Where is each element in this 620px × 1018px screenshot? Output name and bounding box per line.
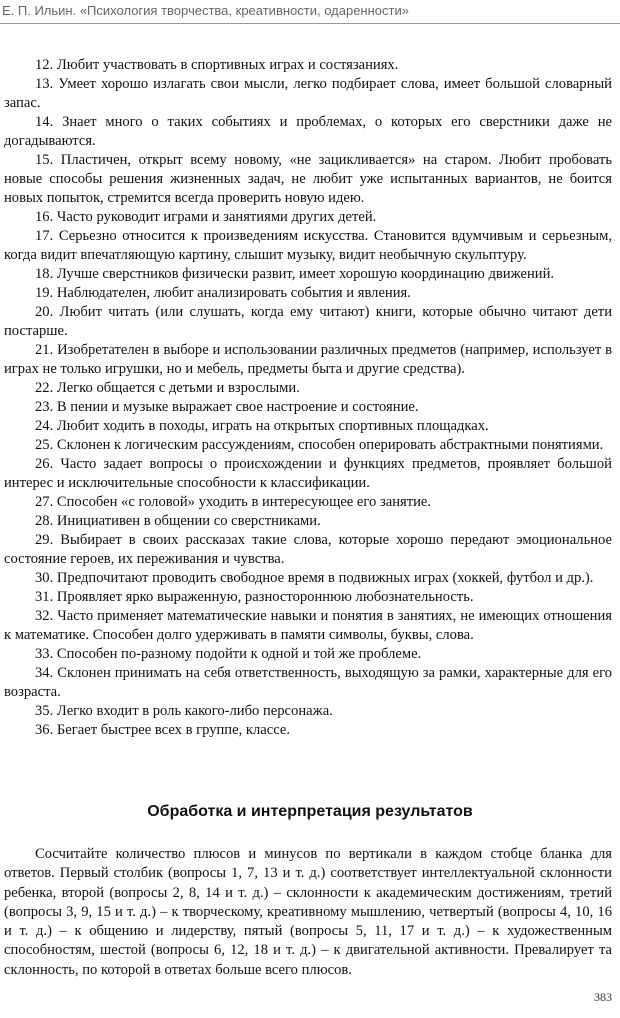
list-item: 32. Часто применяет математические навыки и понятия в занятиях, не имеющих отношения к математике. Способен долго удерживать в памяти символы, буквы, слова. [4,608,612,643]
list-item: 20. Любит читать (или слушать, когда ему читают) книги, которые обычно читают дети постарше. [4,304,612,339]
questionnaire-items [4,56,612,740]
list-item: 34. Склонен принимать на себя ответственность, выходящую за рамки, характерные для его возраста. [4,665,612,700]
list-item: 35. Легко входит в роль какого-либо персонажа. [35,703,333,719]
list-item: 29. Выбирает в своих рассказах такие слова, которые хорошо передают эмоциональное состояние героев, их переживания и чувства. [4,532,612,567]
page-number: 383 [594,990,612,1004]
list-item: 31. Проявляет ярко выраженную, разностороннюю любознательность. [35,589,474,605]
list-item: 26. Часто задает вопросы о происхождении и функциях предметов, проявляет большой интерес и исключительные способности к классификации. [4,456,612,491]
list-item: 28. Инициативен в общении со сверстниками. [35,513,321,529]
list-item: 17. Серьезно относится к произведениям искусства. Становится вдумчивым и серьезным, когда видит впечатляющую картину, слышит музыку, видит необычную скульптуру. [4,228,612,263]
list-item: 21. Изобретателен в выборе и использовании различных предметов (например, использует в играх не только игрушки, но и мебель, предметы быта и другие средства). [4,342,612,377]
list-item: 16. Часто руководит играми и занятиями других детей. [35,209,377,225]
list-item: 14. Знает много о таких событиях и проблемах, о которых его сверстники даже не догадываются. [4,114,612,149]
list-item: 23. В пении и музыке выражает свое настроение и состояние. [35,399,419,415]
running-head: Е. П. Ильин. «Психология творчества, креативности, одаренности» [2,3,409,18]
list-item: 19. Наблюдателен, любит анализировать события и явления. [35,285,411,301]
list-item: 30. Предпочитают проводить свободное время в подвижных играх (хоккей, футбол и др.). [35,570,594,586]
list-item: 18. Лучше сверстников физически развит, имеет хорошую координацию движений. [35,266,555,282]
list-item: 24. Любит ходить в походы, играть на открытых спортивных площадках. [35,418,489,434]
interpretation-paragraph: Сосчитайте количество плюсов и минусов по вертикали в каждом стобце бланка для ответов. Первый столбик (вопросы 1, 7, 13 и т. д.) соответствует интеллектуальной склонности ребенка, второй (вопросы 2, 8, 14 и т. д.) – склонности к академическим достижениям, третий (вопросы 3, 9, 15 и т. д.) – к творческому, креативному мышлению, четвертый (вопросы 4, 10, 16 и т. д.) – к общению и лидерству, пятый (вопросы 5, 11, 17 и т. д.) – к художественным способностям, шестой (вопросы 6, 12, 18 и т. д.) – к двигательной активности. Превалирует та склонность, по которой в ответах больше всего плюсов. [4,846,612,978]
list-item: 15. Пластичен, открыт всему новому, «не зацикливается» на старом. Любит пробовать новые способы решения жизненных задач, не любит уже испытанных вариантов, не боится новых попыток, стремится всегда проверить новую идею. [4,152,612,206]
header-rule [0,23,620,24]
section-heading: Обработка и интерпретация результатов [147,803,473,820]
list-item: 27. Способен «с головой» уходить в интересующее его занятие. [35,494,432,510]
list-item: 22. Легко общается с детьми и взрослыми. [35,380,300,396]
list-item: 13. Умеет хорошо излагать свои мысли, легко подбирает слова, имеет большой словарный запас. [4,76,612,111]
list-item: 25. Склонен к логическим рассуждениям, способен оперировать абстрактными понятиями. [35,437,604,453]
list-item: 12. Любит участвовать в спортивных играх и состязаниях. [35,57,399,73]
list-item: 33. Способен по-разному подойти к одной и той же проблеме. [35,646,422,662]
list-item: 36. Бегает быстрее всех в группе, классе. [35,722,290,738]
